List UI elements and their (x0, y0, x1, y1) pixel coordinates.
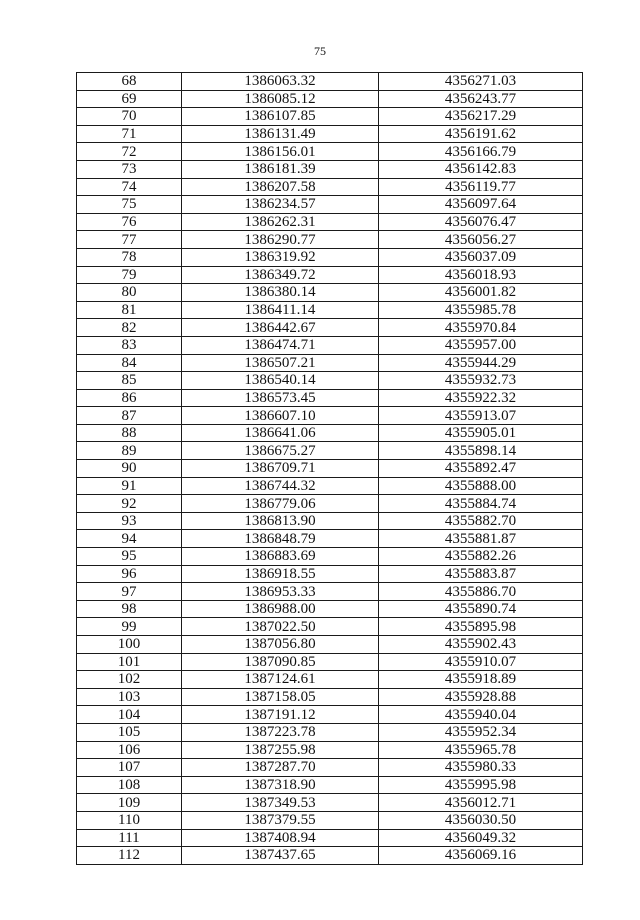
point-number-cell: 107 (77, 759, 182, 777)
table-row (77, 565, 583, 583)
table-row (77, 671, 583, 689)
x-coordinate-cell: 1386813.90 (182, 512, 379, 530)
x-coordinate-cell: 1386474.71 (182, 336, 379, 354)
x-coordinate-cell: 1386709.71 (182, 460, 379, 478)
x-coordinate-cell: 1386063.32 (182, 73, 379, 91)
table-row (77, 442, 583, 460)
y-coordinate-cell: 4355881.87 (379, 530, 583, 548)
point-number-cell: 71 (77, 125, 182, 143)
x-coordinate-cell: 1386953.33 (182, 583, 379, 601)
x-coordinate-cell: 1386156.01 (182, 143, 379, 161)
x-coordinate-cell: 1387223.78 (182, 723, 379, 741)
table-row (77, 512, 583, 530)
y-coordinate-cell: 4355940.04 (379, 706, 583, 724)
table-row (77, 248, 583, 266)
y-coordinate-cell: 4356191.62 (379, 125, 583, 143)
x-coordinate-cell: 1386507.21 (182, 354, 379, 372)
x-coordinate-cell: 1386442.67 (182, 319, 379, 337)
y-coordinate-cell: 4356166.79 (379, 143, 583, 161)
table-row (77, 653, 583, 671)
y-coordinate-cell: 4355985.78 (379, 301, 583, 319)
point-number-cell: 108 (77, 776, 182, 794)
table-row (77, 618, 583, 636)
point-number-cell: 68 (77, 73, 182, 91)
point-number-cell: 70 (77, 108, 182, 126)
table-row (77, 424, 583, 442)
x-coordinate-cell: 1386380.14 (182, 284, 379, 302)
x-coordinate-cell: 1386540.14 (182, 372, 379, 390)
point-number-cell: 102 (77, 671, 182, 689)
x-coordinate-cell: 1386918.55 (182, 565, 379, 583)
y-coordinate-cell: 4355905.01 (379, 424, 583, 442)
table-row (77, 776, 583, 794)
point-number-cell: 80 (77, 284, 182, 302)
point-number-cell: 73 (77, 160, 182, 178)
y-coordinate-cell: 4355965.78 (379, 741, 583, 759)
y-coordinate-cell: 4356243.77 (379, 90, 583, 108)
point-number-cell: 101 (77, 653, 182, 671)
table-row (77, 160, 583, 178)
page-number: 75 (314, 44, 326, 58)
table-row (77, 460, 583, 478)
point-number-cell: 106 (77, 741, 182, 759)
point-number-cell: 87 (77, 407, 182, 425)
table-row (77, 143, 583, 161)
y-coordinate-cell: 4355928.88 (379, 688, 583, 706)
y-coordinate-cell: 4356142.83 (379, 160, 583, 178)
y-coordinate-cell: 4356056.27 (379, 231, 583, 249)
table-row (77, 759, 583, 777)
table-row (77, 178, 583, 196)
x-coordinate-cell: 1386641.06 (182, 424, 379, 442)
table-row (77, 125, 583, 143)
y-coordinate-cell: 4355913.07 (379, 407, 583, 425)
point-number-cell: 75 (77, 196, 182, 214)
point-number-cell: 89 (77, 442, 182, 460)
y-coordinate-cell: 4355898.14 (379, 442, 583, 460)
table-row (77, 706, 583, 724)
table-row (77, 213, 583, 231)
table-row (77, 794, 583, 812)
point-number-cell: 83 (77, 336, 182, 354)
y-coordinate-cell: 4355918.89 (379, 671, 583, 689)
x-coordinate-cell: 1386107.85 (182, 108, 379, 126)
y-coordinate-cell: 4355886.70 (379, 583, 583, 601)
x-coordinate-cell: 1386290.77 (182, 231, 379, 249)
y-coordinate-cell: 4355902.43 (379, 636, 583, 654)
point-number-cell: 82 (77, 319, 182, 337)
table-row (77, 811, 583, 829)
point-number-cell: 94 (77, 530, 182, 548)
point-number-cell: 90 (77, 460, 182, 478)
x-coordinate-cell: 1387318.90 (182, 776, 379, 794)
table-row (77, 372, 583, 390)
table-row (77, 583, 583, 601)
x-coordinate-cell: 1387090.85 (182, 653, 379, 671)
x-coordinate-cell: 1387379.55 (182, 811, 379, 829)
table-row (77, 548, 583, 566)
y-coordinate-cell: 4355895.98 (379, 618, 583, 636)
table-row (77, 196, 583, 214)
point-number-cell: 69 (77, 90, 182, 108)
point-number-cell: 104 (77, 706, 182, 724)
table-row (77, 688, 583, 706)
point-number-cell: 86 (77, 389, 182, 407)
point-number-cell: 110 (77, 811, 182, 829)
point-number-cell: 84 (77, 354, 182, 372)
x-coordinate-cell: 1386181.39 (182, 160, 379, 178)
x-coordinate-cell: 1386411.14 (182, 301, 379, 319)
y-coordinate-cell: 4355910.07 (379, 653, 583, 671)
x-coordinate-cell: 1387056.80 (182, 636, 379, 654)
x-coordinate-cell: 1386234.57 (182, 196, 379, 214)
point-number-cell: 79 (77, 266, 182, 284)
point-number-cell: 103 (77, 688, 182, 706)
point-number-cell: 76 (77, 213, 182, 231)
y-coordinate-cell: 4356012.71 (379, 794, 583, 812)
x-coordinate-cell: 1387287.70 (182, 759, 379, 777)
x-coordinate-cell: 1386848.79 (182, 530, 379, 548)
point-number-cell: 111 (77, 829, 182, 847)
table-row (77, 73, 583, 91)
y-coordinate-cell: 4355882.26 (379, 548, 583, 566)
x-coordinate-cell: 1387437.65 (182, 847, 379, 865)
point-number-cell: 109 (77, 794, 182, 812)
coordinates-table (76, 72, 583, 865)
y-coordinate-cell: 4356030.50 (379, 811, 583, 829)
x-coordinate-cell: 1387022.50 (182, 618, 379, 636)
point-number-cell: 85 (77, 372, 182, 390)
point-number-cell: 100 (77, 636, 182, 654)
x-coordinate-cell: 1387255.98 (182, 741, 379, 759)
point-number-cell: 92 (77, 495, 182, 513)
table-row (77, 600, 583, 618)
point-number-cell: 78 (77, 248, 182, 266)
y-coordinate-cell: 4355957.00 (379, 336, 583, 354)
point-number-cell: 95 (77, 548, 182, 566)
point-number-cell: 93 (77, 512, 182, 530)
point-number-cell: 99 (77, 618, 182, 636)
x-coordinate-cell: 1386779.06 (182, 495, 379, 513)
table-row (77, 636, 583, 654)
table-row (77, 530, 583, 548)
table-row (77, 108, 583, 126)
x-coordinate-cell: 1386349.72 (182, 266, 379, 284)
x-coordinate-cell: 1387124.61 (182, 671, 379, 689)
x-coordinate-cell: 1387158.05 (182, 688, 379, 706)
x-coordinate-cell: 1386607.10 (182, 407, 379, 425)
y-coordinate-cell: 4355892.47 (379, 460, 583, 478)
x-coordinate-cell: 1387191.12 (182, 706, 379, 724)
table-row (77, 829, 583, 847)
x-coordinate-cell: 1387408.94 (182, 829, 379, 847)
point-number-cell: 72 (77, 143, 182, 161)
x-coordinate-cell: 1386744.32 (182, 477, 379, 495)
point-number-cell: 105 (77, 723, 182, 741)
y-coordinate-cell: 4356001.82 (379, 284, 583, 302)
y-coordinate-cell: 4356271.03 (379, 73, 583, 91)
table-row (77, 266, 583, 284)
table-row (77, 477, 583, 495)
point-number-cell: 112 (77, 847, 182, 865)
point-number-cell: 74 (77, 178, 182, 196)
y-coordinate-cell: 4356217.29 (379, 108, 583, 126)
x-coordinate-cell: 1386262.31 (182, 213, 379, 231)
x-coordinate-cell: 1386131.49 (182, 125, 379, 143)
y-coordinate-cell: 4355932.73 (379, 372, 583, 390)
y-coordinate-cell: 4355922.32 (379, 389, 583, 407)
y-coordinate-cell: 4356076.47 (379, 213, 583, 231)
y-coordinate-cell: 4355970.84 (379, 319, 583, 337)
y-coordinate-cell: 4355882.70 (379, 512, 583, 530)
y-coordinate-cell: 4355890.74 (379, 600, 583, 618)
point-number-cell: 91 (77, 477, 182, 495)
x-coordinate-cell: 1386675.27 (182, 442, 379, 460)
y-coordinate-cell: 4355995.98 (379, 776, 583, 794)
y-coordinate-cell: 4355944.29 (379, 354, 583, 372)
point-number-cell: 98 (77, 600, 182, 618)
table-row (77, 741, 583, 759)
y-coordinate-cell: 4355952.34 (379, 723, 583, 741)
y-coordinate-cell: 4355884.74 (379, 495, 583, 513)
y-coordinate-cell: 4356069.16 (379, 847, 583, 865)
y-coordinate-cell: 4356097.64 (379, 196, 583, 214)
x-coordinate-cell: 1386988.00 (182, 600, 379, 618)
y-coordinate-cell: 4355888.00 (379, 477, 583, 495)
point-number-cell: 88 (77, 424, 182, 442)
table-row (77, 90, 583, 108)
y-coordinate-cell: 4356119.77 (379, 178, 583, 196)
table-row (77, 284, 583, 302)
table-row (77, 354, 583, 372)
table-row (77, 723, 583, 741)
y-coordinate-cell: 4356037.09 (379, 248, 583, 266)
table-row (77, 389, 583, 407)
x-coordinate-cell: 1386207.58 (182, 178, 379, 196)
x-coordinate-cell: 1386319.92 (182, 248, 379, 266)
table-row (77, 231, 583, 249)
y-coordinate-cell: 4356049.32 (379, 829, 583, 847)
x-coordinate-cell: 1386573.45 (182, 389, 379, 407)
table-row (77, 847, 583, 865)
point-number-cell: 96 (77, 565, 182, 583)
x-coordinate-cell: 1387349.53 (182, 794, 379, 812)
table-row (77, 336, 583, 354)
x-coordinate-cell: 1386085.12 (182, 90, 379, 108)
y-coordinate-cell: 4356018.93 (379, 266, 583, 284)
point-number-cell: 97 (77, 583, 182, 601)
point-number-cell: 81 (77, 301, 182, 319)
table-row (77, 407, 583, 425)
y-coordinate-cell: 4355883.87 (379, 565, 583, 583)
table-row (77, 495, 583, 513)
coordinates-table-body (77, 73, 583, 865)
point-number-cell: 77 (77, 231, 182, 249)
x-coordinate-cell: 1386883.69 (182, 548, 379, 566)
y-coordinate-cell: 4355980.33 (379, 759, 583, 777)
table-row (77, 319, 583, 337)
table-row (77, 301, 583, 319)
